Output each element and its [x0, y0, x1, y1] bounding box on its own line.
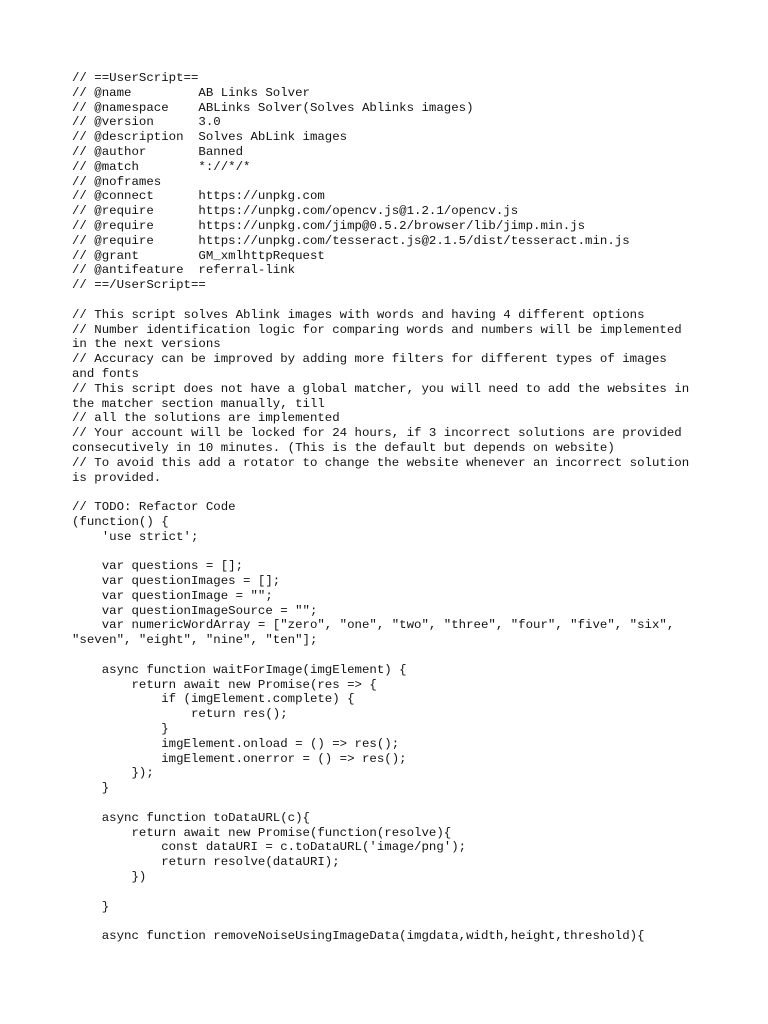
code-line: var numericWordArray = ["zero", "one", "two", "three", "four", "five", "six",	[72, 618, 675, 633]
code-line: // @description Solves AbLink images	[72, 130, 348, 145]
code-line: // TODO: Refactor Code	[72, 500, 236, 515]
code-line: // This script solves Ablink images with words and having 4 different options	[72, 307, 645, 322]
code-line: imgElement.onload = () => res();	[72, 736, 400, 751]
code-line: return resolve(dataURI);	[72, 855, 340, 870]
code-line: // all the solutions are implemented	[72, 411, 340, 426]
code-line: is provided.	[72, 470, 162, 485]
code-line	[72, 485, 712, 500]
code-line: in the next versions	[72, 337, 221, 352]
code-line: // @grant GM_xmlhttpRequest	[72, 248, 325, 263]
code-line: // @name AB Links Solver	[72, 85, 310, 100]
code-line: // To avoid this add a rotator to change the website whenever an incorrect solution	[72, 455, 690, 470]
code-line: }	[72, 722, 169, 737]
code-line: "seven", "eight", "nine", "ten"];	[72, 633, 318, 648]
code-line: if (imgElement.complete) {	[72, 692, 355, 707]
code-line: // @antifeature referral-link	[72, 263, 296, 278]
code-line: // Accuracy can be improved by adding more filters for different types of images	[72, 352, 667, 367]
code-line: var questionImageSource = "";	[72, 603, 318, 618]
code-line: return res();	[72, 707, 288, 722]
code-line: // @require https://unpkg.com/jimp@0.5.2/browser/lib/jimp.min.js	[72, 218, 586, 233]
code-line: the matcher section manually, till	[72, 396, 325, 411]
code-line: imgElement.onerror = () => res();	[72, 751, 407, 766]
code-line: // @noframes	[72, 174, 162, 189]
code-line: const dataURI = c.toDataURL('image/png');	[72, 840, 467, 855]
code-line: })	[72, 870, 147, 885]
code-line: // @namespace ABLinks Solver(Solves Ablinks images)	[72, 100, 474, 115]
code-line: // ==/UserScript==	[72, 278, 206, 293]
code-line: // @match *://*/*	[72, 159, 251, 174]
code-line: async function toDataURL(c){	[72, 810, 310, 825]
code-line: }	[72, 781, 110, 796]
code-line	[72, 293, 712, 308]
code-line: async function waitForImage(imgElement) {	[72, 662, 407, 677]
code-line: // @author Banned	[72, 144, 244, 159]
code-line: consecutively in 10 minutes. (This is the default but depends on website)	[72, 440, 615, 455]
code-line: // @connect https://unpkg.com	[72, 189, 325, 204]
code-line: var questions = [];	[72, 559, 244, 574]
code-line: var questionImages = [];	[72, 574, 281, 589]
code-line: // Number identification logic for comparing words and numbers will be implemented	[72, 322, 682, 337]
code-line: // @require https://unpkg.com/opencv.js@1.2.1/opencv.js	[72, 204, 519, 219]
code-line: });	[72, 766, 154, 781]
code-line: async function removeNoiseUsingImageData(imgdata,width,height,threshold){	[72, 929, 645, 944]
code-line	[72, 545, 712, 560]
code-line: var questionImage = "";	[72, 588, 273, 603]
userscript-source-code	[72, 71, 712, 944]
code-line: return await new Promise(res => {	[72, 677, 377, 692]
code-line: // @require https://unpkg.com/tesseract.js@2.1.5/dist/tesseract.min.js	[72, 233, 630, 248]
code-line: // @version 3.0	[72, 115, 221, 130]
code-line: // Your account will be locked for 24 hours, if 3 incorrect solutions are provided	[72, 426, 682, 441]
code-line: and fonts	[72, 366, 139, 381]
code-line: return await new Promise(function(resolve){	[72, 825, 452, 840]
code-line	[72, 648, 712, 663]
code-line: 'use strict';	[72, 529, 199, 544]
code-line: (function() {	[72, 514, 169, 529]
code-line: // ==UserScript==	[72, 71, 199, 85]
code-line	[72, 885, 712, 900]
code-line: }	[72, 899, 110, 914]
code-line: // This script does not have a global matcher, you will need to add the websites in	[72, 381, 690, 396]
code-line	[72, 796, 712, 811]
code-line	[72, 914, 712, 929]
